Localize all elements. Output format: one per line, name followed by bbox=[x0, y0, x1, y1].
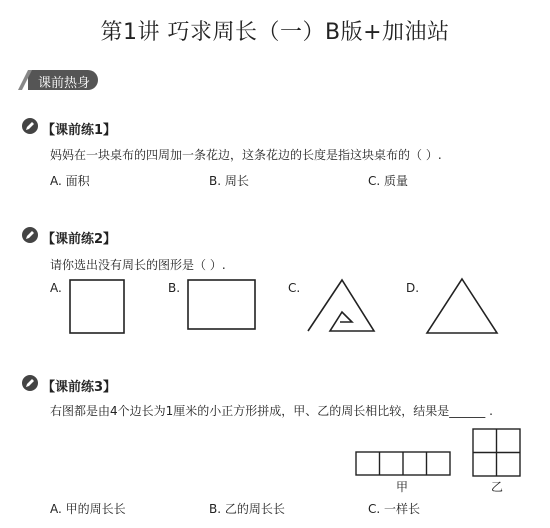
q3-option-a: A. 甲的周长长 bbox=[50, 502, 126, 516]
q3-option-c: C. 一样长 bbox=[368, 502, 421, 516]
q2-option-b: B. bbox=[168, 281, 181, 295]
q1-option-c: C. 质量 bbox=[368, 174, 409, 188]
pencil-icon bbox=[22, 375, 38, 391]
q1-heading: 【课前练1】 bbox=[42, 123, 117, 138]
q1-option-b: B. 周长 bbox=[209, 174, 249, 188]
section-title: 课前热身 bbox=[38, 76, 91, 91]
figure-jia-label: 甲 bbox=[396, 480, 409, 494]
square-figure bbox=[68, 278, 126, 336]
q2-option-a: A. bbox=[50, 281, 62, 295]
figure-jia bbox=[355, 451, 451, 477]
q1-option-a: A. 面积 bbox=[50, 174, 90, 188]
triangle-figure bbox=[424, 276, 500, 336]
figure-yi-label: 乙 bbox=[491, 480, 504, 494]
page-title: 第1讲 巧求周长（一）B版+加油站 bbox=[100, 20, 450, 45]
figure-yi bbox=[472, 428, 522, 478]
q1-text: 妈妈在一块桌布的四周加一条花边，这条花边的长度是指这块桌布的（ ）. bbox=[50, 148, 442, 162]
q2-option-d: D. bbox=[406, 281, 420, 295]
rectangle-figure bbox=[186, 278, 258, 334]
q2-option-c: C. bbox=[288, 281, 301, 295]
q3-option-b: B. 乙的周长长 bbox=[209, 502, 285, 516]
pencil-icon bbox=[22, 227, 38, 243]
q3-text: 右图都是由4个边长为1厘米的小正方形拼成，甲、乙的周长相比较，结果是______ . bbox=[50, 404, 493, 418]
q3-heading: 【课前练3】 bbox=[42, 380, 117, 395]
q2-heading: 【课前练2】 bbox=[42, 232, 117, 247]
section-banner bbox=[18, 70, 98, 90]
open-spiral-figure bbox=[304, 276, 376, 336]
pencil-icon bbox=[22, 118, 38, 134]
q2-text: 请你选出没有周长的图形是（ ）. bbox=[50, 258, 226, 272]
